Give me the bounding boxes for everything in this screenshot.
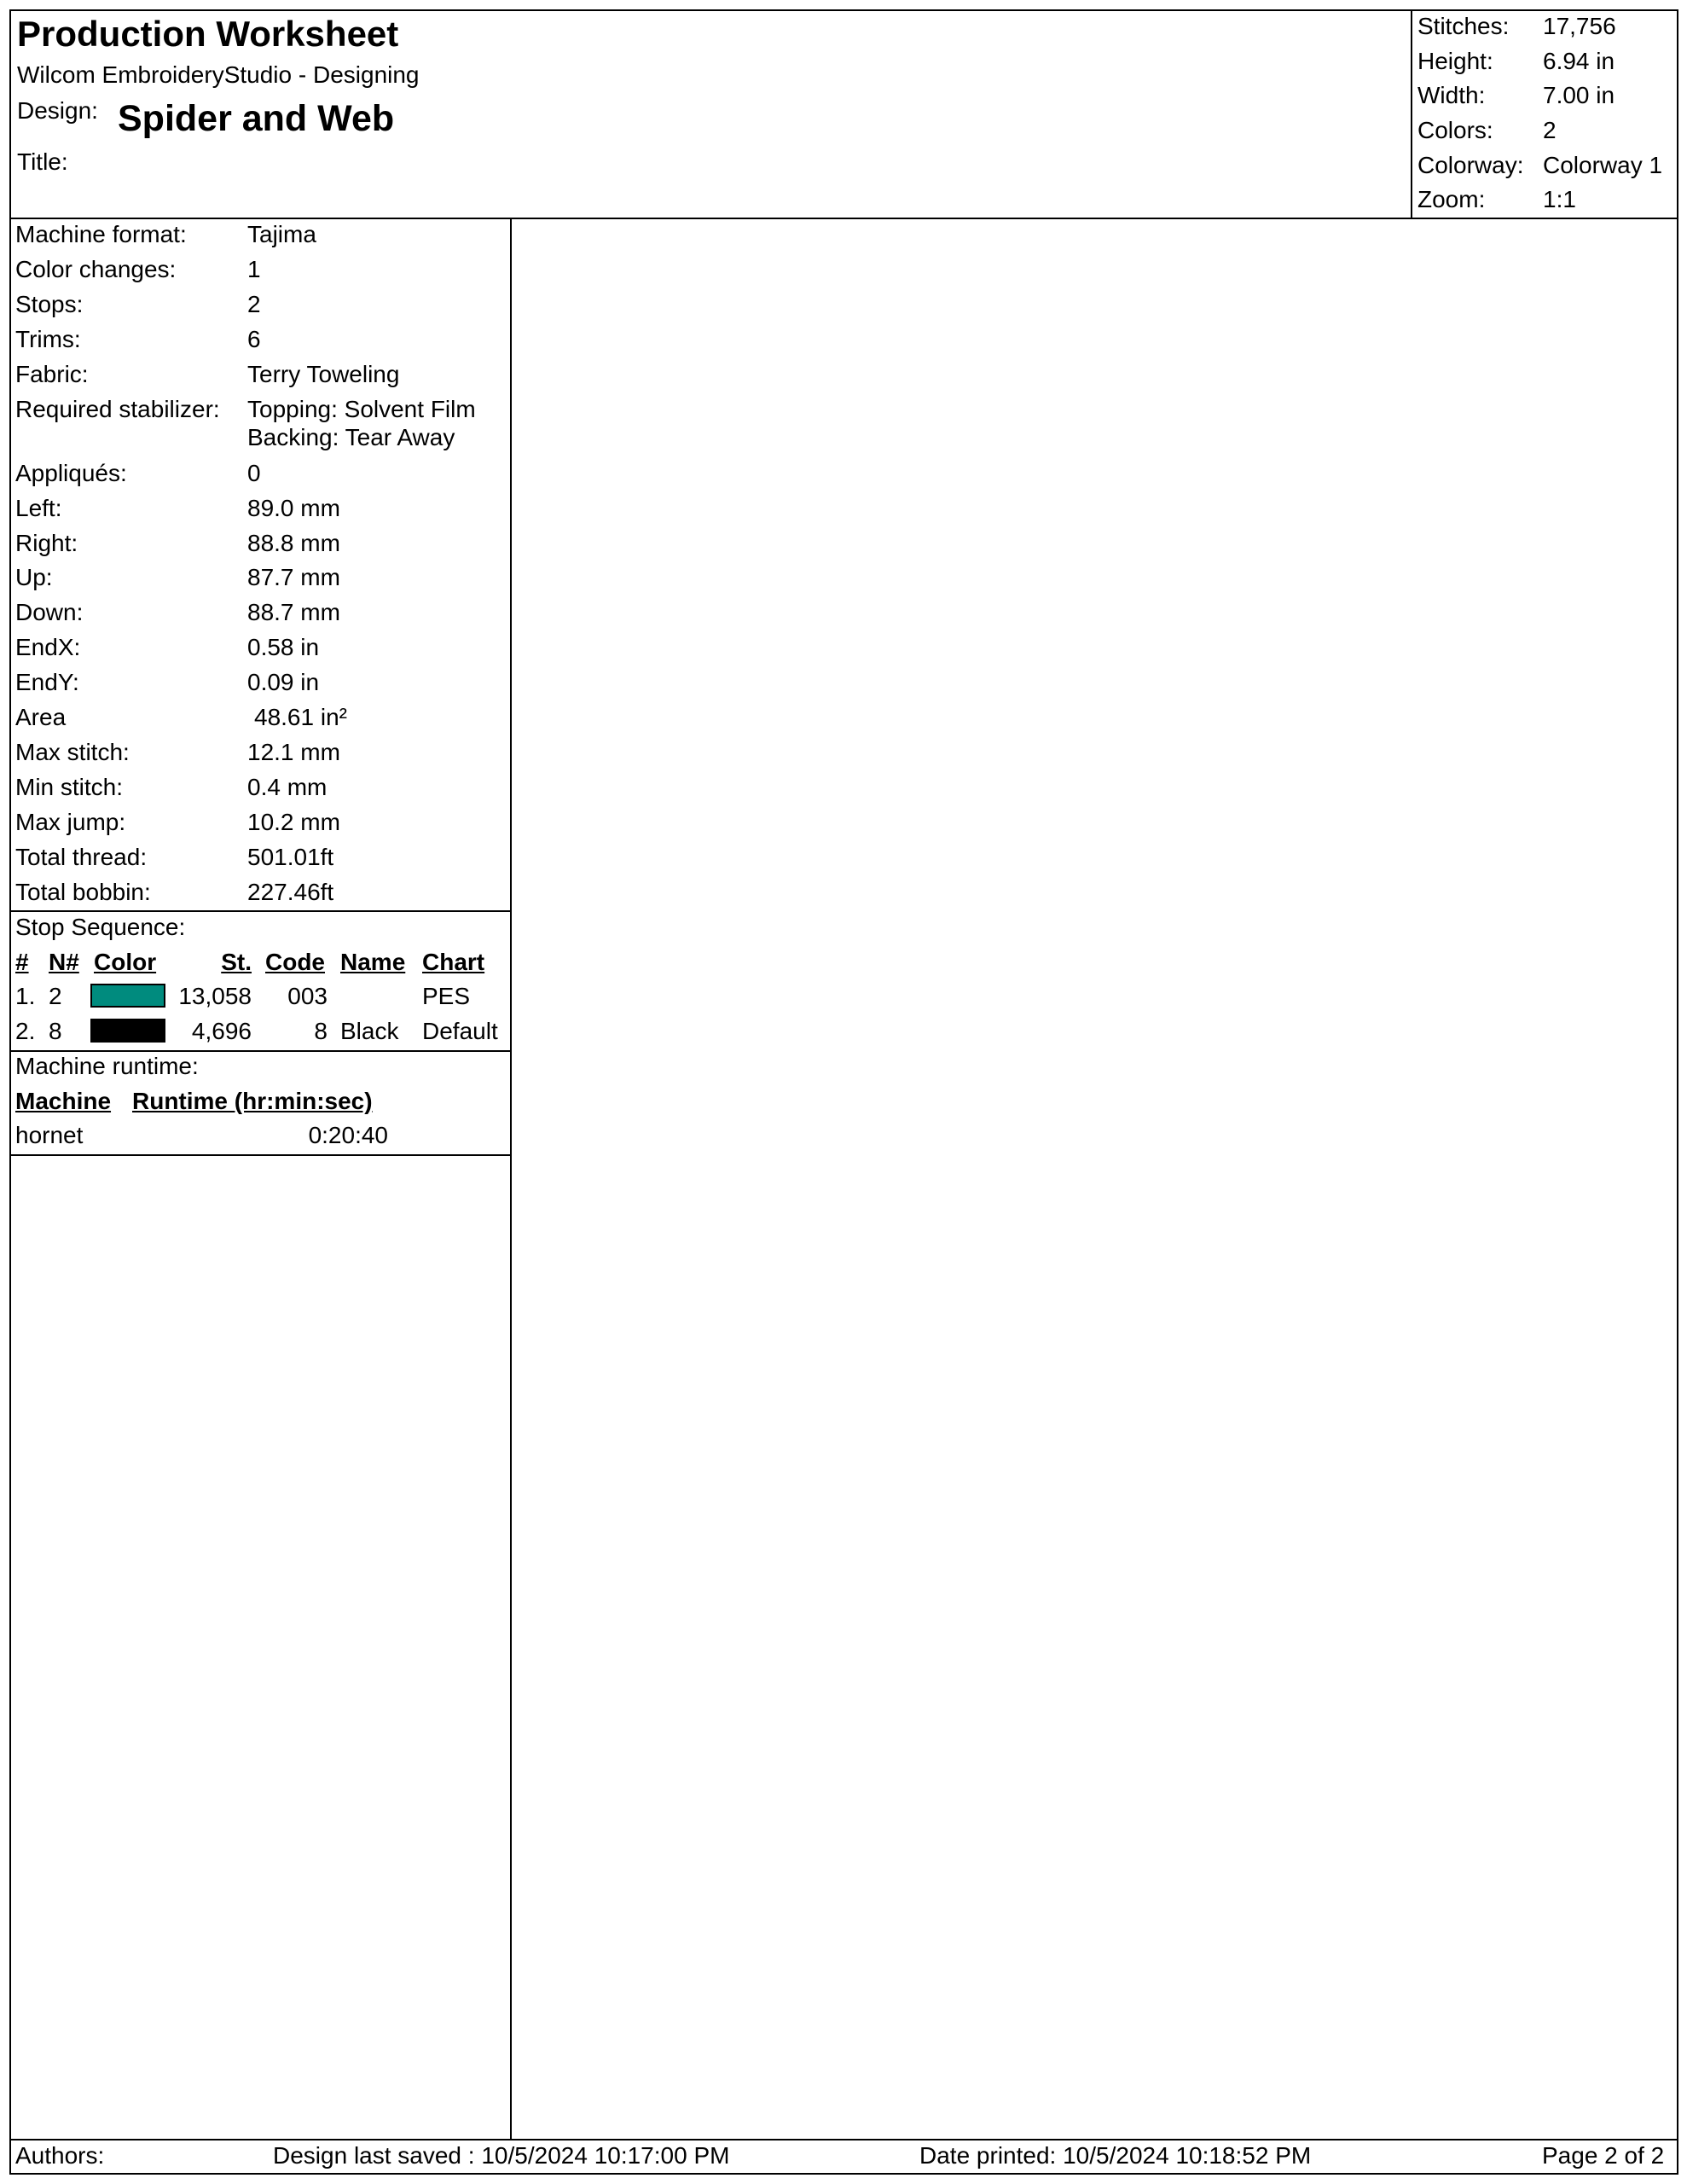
prop-value-total-bobbin: 227.46ft [247, 879, 334, 905]
row-stitches: 13,058 [178, 983, 252, 1009]
prop-value-right: 88.8 mm [247, 530, 340, 556]
col-header-chart: Chart [422, 949, 485, 975]
prop-label-area: Area [15, 704, 67, 730]
footer-divider [9, 2139, 1678, 2140]
header-divider [9, 218, 1678, 219]
stop-sequence-divider [9, 1050, 511, 1052]
color-swatch [90, 984, 165, 1008]
prop-label-stops: Stops: [15, 291, 84, 317]
col-header-stitches: St. [221, 949, 252, 975]
summary-divider [1411, 9, 1412, 218]
prop-value-area: 48.61 in² [254, 704, 347, 730]
row-stitches: 4,696 [191, 1018, 252, 1044]
footer-authors-label: Authors: [15, 2142, 105, 2169]
prop-label-total-bobbin: Total bobbin: [15, 879, 151, 905]
row-runtime: 0:20:40 [308, 1122, 388, 1148]
stitches-value: 17,756 [1543, 13, 1616, 39]
row-needle: 2 [49, 983, 62, 1009]
prop-value-endy: 0.09 in [247, 669, 320, 695]
row-chart: Default [422, 1018, 498, 1044]
col-header-machine: Machine [15, 1088, 112, 1114]
page-title: Production Worksheet [17, 14, 399, 54]
row-name: Black [340, 1018, 399, 1044]
prop-label-left: Left: [15, 495, 62, 521]
prop-value-stabilizer-backing: Backing: Tear Away [247, 424, 455, 450]
prop-value-stops: 2 [247, 291, 261, 317]
row-code: 8 [314, 1018, 328, 1044]
properties-divider [9, 910, 511, 912]
prop-label-endy: EndY: [15, 669, 79, 695]
prop-value-total-thread: 501.01ft [247, 844, 334, 870]
prop-label-down: Down: [15, 599, 84, 625]
prop-label-max-stitch: Max stitch: [15, 739, 130, 765]
prop-label-fabric: Fabric: [15, 361, 89, 387]
prop-value-fabric: Terry Toweling [247, 361, 400, 387]
width-value: 7.00 in [1543, 82, 1615, 108]
title-label: Title: [17, 148, 68, 175]
height-value: 6.94 in [1543, 48, 1615, 74]
row-num: 2. [15, 1018, 36, 1044]
prop-value-left: 89.0 mm [247, 495, 340, 521]
colorway-label: Colorway: [1417, 152, 1524, 178]
prop-label-min-stitch: Min stitch: [15, 774, 124, 800]
row-code: 003 [287, 983, 328, 1009]
design-label: Design: [17, 97, 98, 124]
left-column-divider [510, 218, 512, 2140]
prop-label-stabilizer: Required stabilizer: [15, 396, 220, 422]
zoom-label: Zoom: [1417, 186, 1486, 212]
colorway-value: Colorway 1 [1543, 152, 1663, 178]
width-label: Width: [1417, 82, 1486, 108]
zoom-value: 1:1 [1543, 186, 1576, 212]
colors-value: 2 [1543, 117, 1557, 143]
runtime-divider [9, 1154, 511, 1156]
software-name: Wilcom EmbroideryStudio - Designing [17, 61, 420, 88]
prop-label-total-thread: Total thread: [15, 844, 148, 870]
stitches-label: Stitches: [1417, 13, 1510, 39]
footer-page-number: Page 2 of 2 [1542, 2142, 1665, 2169]
row-needle: 8 [49, 1018, 62, 1044]
prop-label-up: Up: [15, 564, 53, 590]
prop-value-down: 88.7 mm [247, 599, 340, 625]
row-chart: PES [422, 983, 471, 1009]
prop-label-right: Right: [15, 530, 78, 556]
color-swatch [90, 1019, 165, 1043]
col-header-runtime: Runtime (hr:min:sec) [132, 1088, 373, 1114]
stop-sequence-heading: Stop Sequence: [15, 914, 186, 940]
prop-value-min-stitch: 0.4 mm [247, 774, 328, 800]
prop-value-max-jump: 10.2 mm [247, 809, 340, 835]
prop-value-stabilizer-topping: Topping: Solvent Film [247, 396, 476, 422]
prop-label-color-changes: Color changes: [15, 256, 177, 282]
footer-last-saved: Design last saved : 10/5/2024 10:17:00 PM [273, 2142, 730, 2169]
col-header-num: # [15, 949, 29, 975]
prop-value-endx: 0.58 in [247, 634, 320, 660]
prop-label-trims: Trims: [15, 326, 81, 352]
col-header-needle: N# [49, 949, 79, 975]
prop-value-trims: 6 [247, 326, 261, 352]
prop-label-max-jump: Max jump: [15, 809, 126, 835]
height-label: Height: [1417, 48, 1493, 74]
prop-value-color-changes: 1 [247, 256, 261, 282]
prop-label-endx: EndX: [15, 634, 81, 660]
runtime-heading: Machine runtime: [15, 1053, 199, 1079]
prop-value-appliques: 0 [247, 460, 261, 486]
col-header-code: Code [265, 949, 325, 975]
footer-date-printed: Date printed: 10/5/2024 10:18:52 PM [919, 2142, 1312, 2169]
prop-value-up: 87.7 mm [247, 564, 340, 590]
row-machine: hornet [15, 1122, 84, 1148]
col-header-color: Color [94, 949, 157, 975]
col-header-name: Name [340, 949, 406, 975]
prop-value-machine-format: Tajima [247, 221, 316, 247]
prop-value-max-stitch: 12.1 mm [247, 739, 340, 765]
design-name: Spider and Web [118, 98, 395, 139]
row-num: 1. [15, 983, 36, 1009]
colors-label: Colors: [1417, 117, 1493, 143]
prop-label-machine-format: Machine format: [15, 221, 187, 247]
prop-label-appliques: Appliqués: [15, 460, 127, 486]
